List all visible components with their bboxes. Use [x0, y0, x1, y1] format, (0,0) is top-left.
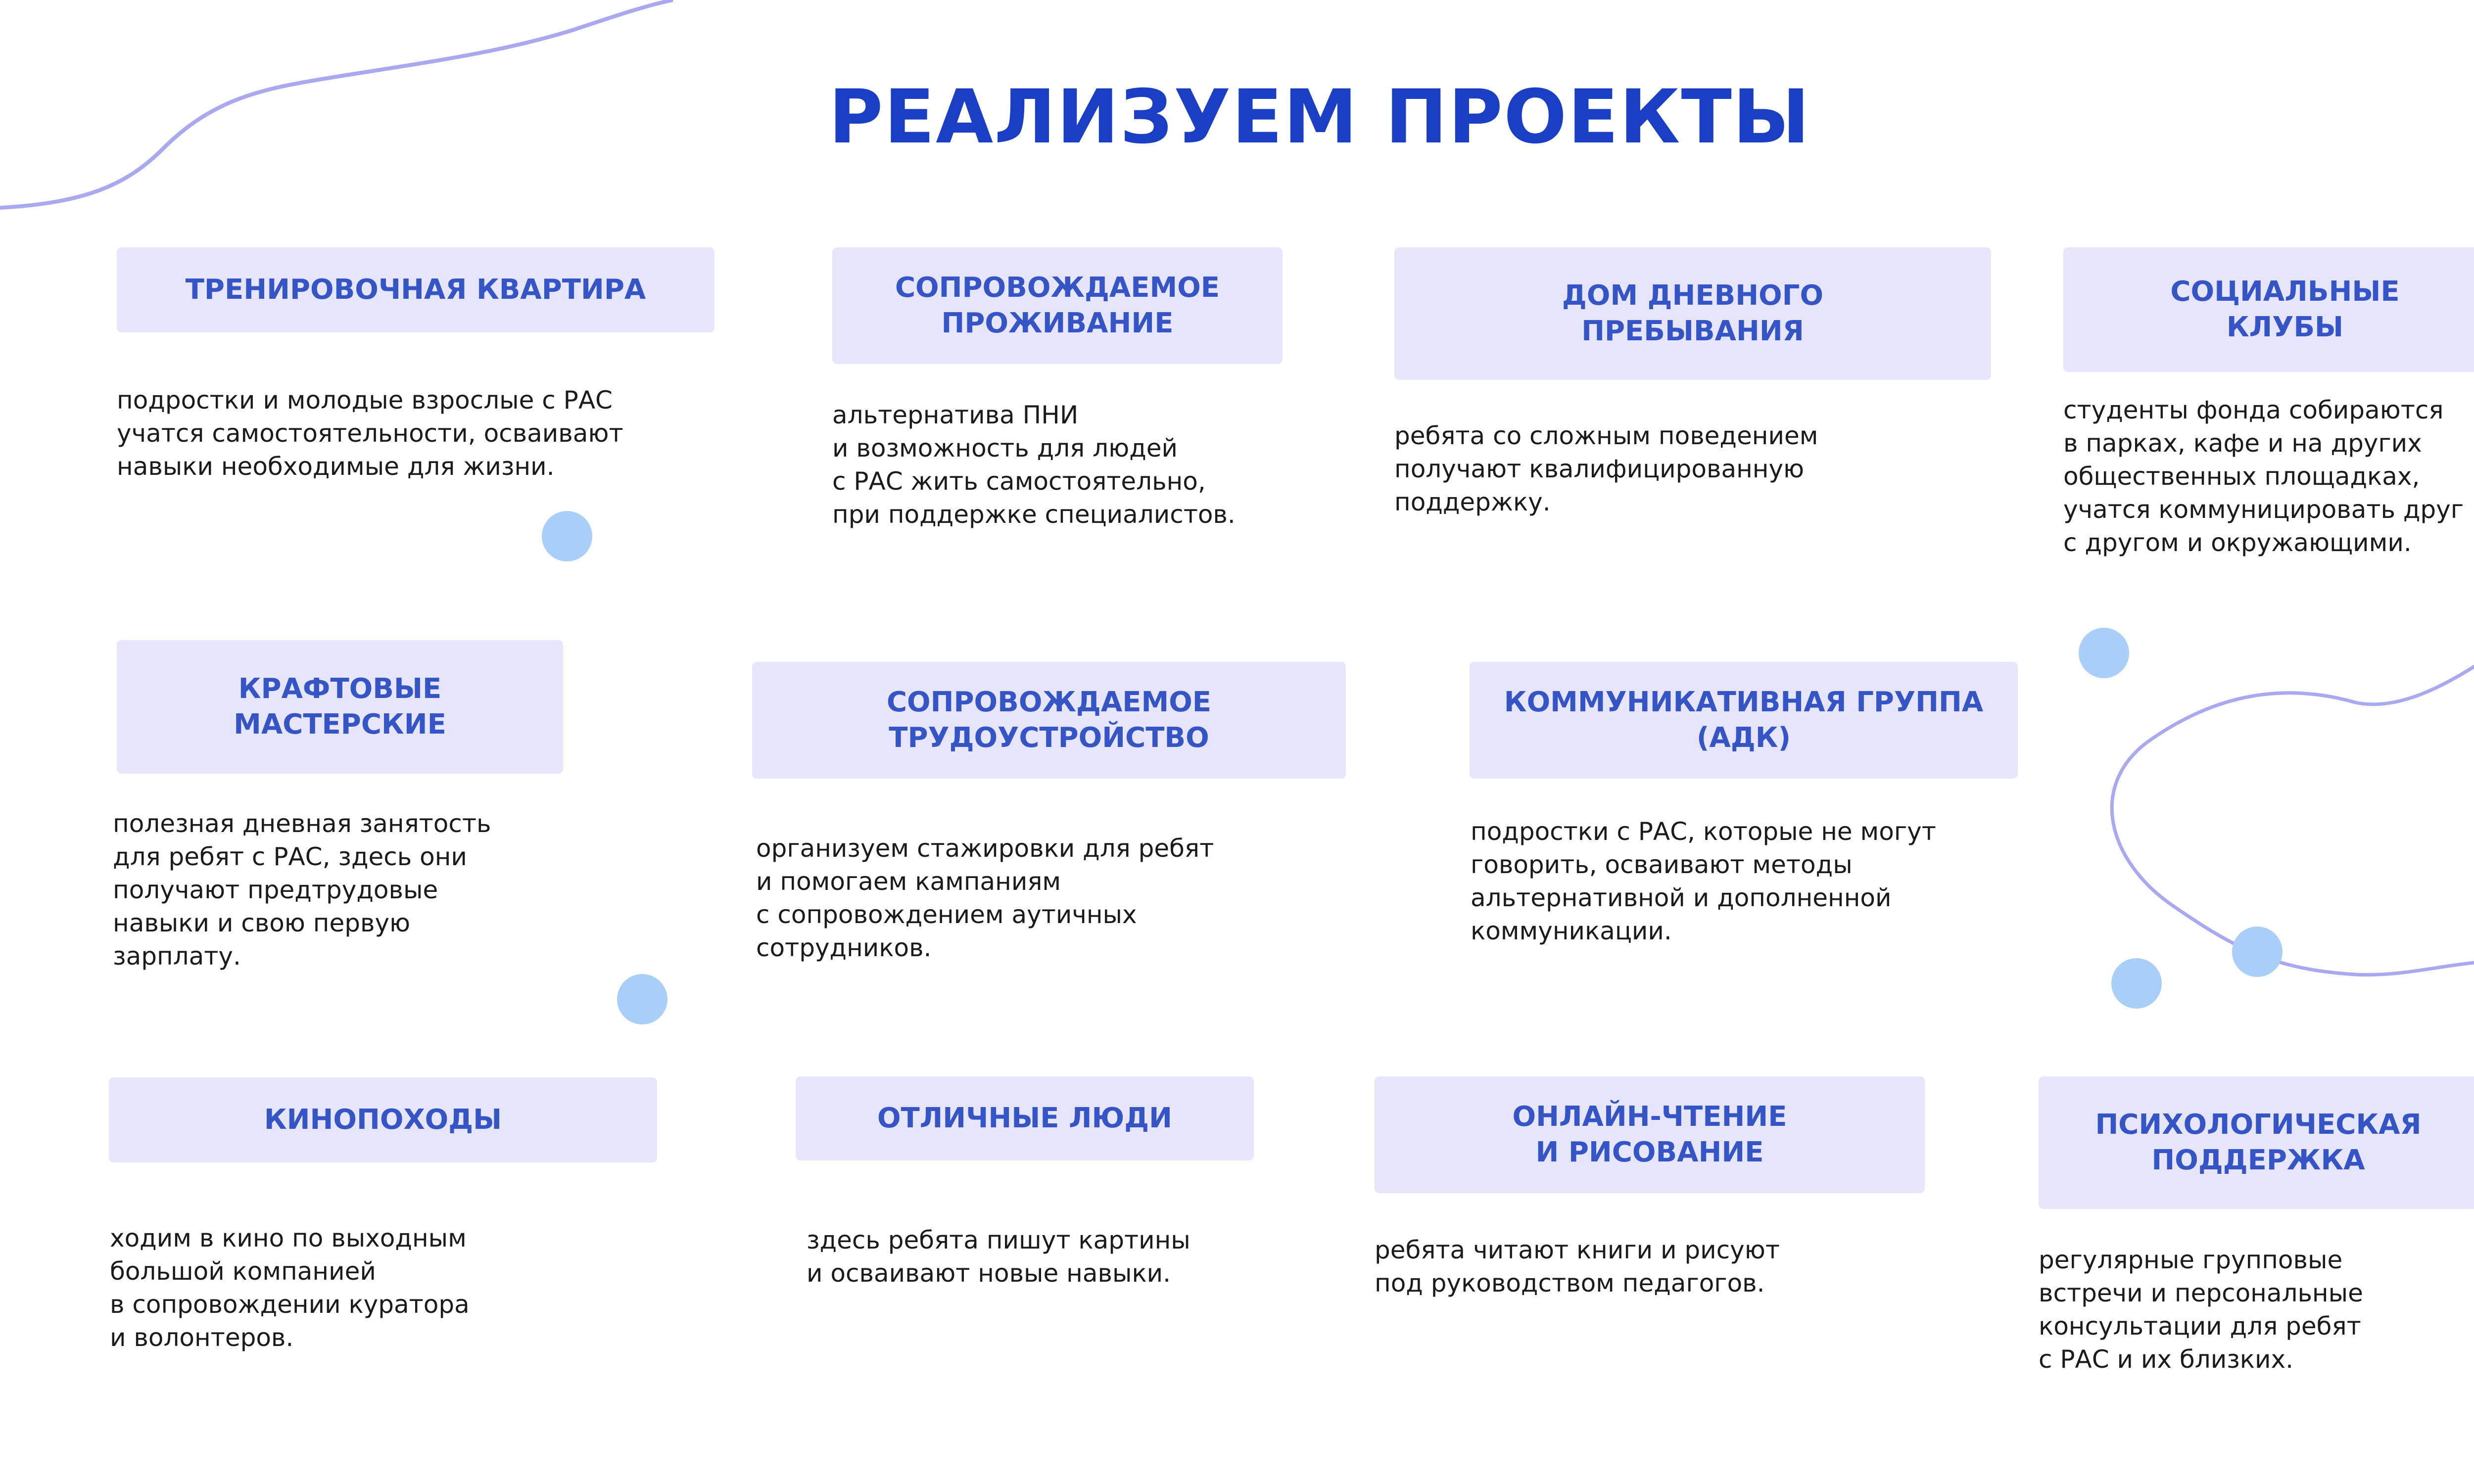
project-description-supported-living: альтернатива ПНИ и возможность для людей с РАС жить самостоятельно, при поддержке специалистов. — [832, 401, 1236, 529]
project-description-craft-workshops: полезная дневная занятость для ребят с РАС, здесь они получают предтрудовые навыки и свою первую зарплату. — [113, 809, 491, 971]
project-title-cinema-trips: КИНОПОХОДЫ — [109, 1077, 657, 1162]
decorative-dot — [542, 511, 592, 561]
project-title-supported-living: СОПРОВОЖДАЕМОЕ ПРОЖИВАНИЕ — [832, 247, 1283, 364]
project-title-online-reading-drawing: ОНЛАЙН-ЧТЕНИЕ И РИСОВАНИЕ — [1375, 1076, 1925, 1193]
project-title-supported-employment: СОПРОВОЖДАЕМОЕ ТРУДОУСТРОЙСТВО — [752, 662, 1346, 779]
project-title-day-care-home: ДОМ ДНЕВНОГО ПРЕБЫВАНИЯ — [1394, 247, 1991, 380]
project-description-social-clubs: студенты фонда собираются в парках, кафе и на других общественных площадках, учатся коммуницировать друг с другом и окружающими. — [2063, 396, 2464, 557]
page-title: РЕАЛИЗУЕМ ПРОЕКТЫ — [828, 74, 1811, 160]
project-title-psychological-support: ПСИХОЛОГИЧЕСКАЯ ПОДДЕРЖКА — [2039, 1076, 2474, 1209]
project-title-excellent-people: ОТЛИЧНЫЕ ЛЮДИ — [796, 1076, 1254, 1160]
project-description-supported-employment: организуем стажировки для ребят и помогаем кампаниям с сопровождением аутичных сотрудников. — [756, 834, 1214, 962]
decorative-dot — [617, 974, 667, 1024]
decorative-curve-right — [2112, 559, 2474, 1128]
decorative-dot — [2232, 927, 2283, 977]
project-title-craft-workshops: КРАФТОВЫЕ МАСТЕРСКИЕ — [117, 640, 563, 774]
project-description-training-apartment: подростки и молодые взрослые с РАС учатся самостоятельности, осваивают навыки необходимые для жизни. — [117, 386, 623, 481]
project-title-training-apartment: ТРЕНИРОВОЧНАЯ КВАРТИРА — [117, 247, 714, 332]
project-description-online-reading-drawing: ребята читают книги и рисуют под руководством педагогов. — [1375, 1236, 1780, 1298]
project-description-psychological-support: регулярные групповые встречи и персональные консультации для ребят с РАС и их близких. — [2039, 1246, 2363, 1374]
decorative-dot — [2111, 958, 2162, 1009]
project-description-excellent-people: здесь ребята пишут картины и осваивают новые навыки. — [807, 1226, 1190, 1288]
project-description-communication-group: подростки с РАС, которые не могут говорить, осваивают методы альтернативной и дополненной коммуникации. — [1471, 817, 1936, 945]
project-title-social-clubs: СОЦИАЛЬНЫЕ КЛУБЫ — [2063, 247, 2474, 372]
project-title-communication-group: КОММУНИКАТИВНАЯ ГРУППА (АДК) — [1470, 662, 2018, 779]
project-description-cinema-trips: ходим в кино по выходным большой компанией в сопровождении куратора и волонтеров. — [110, 1224, 470, 1352]
project-description-day-care-home: ребята со сложным поведением получают квалифицированную поддержку. — [1394, 421, 1818, 516]
decorative-dot — [2079, 628, 2129, 678]
